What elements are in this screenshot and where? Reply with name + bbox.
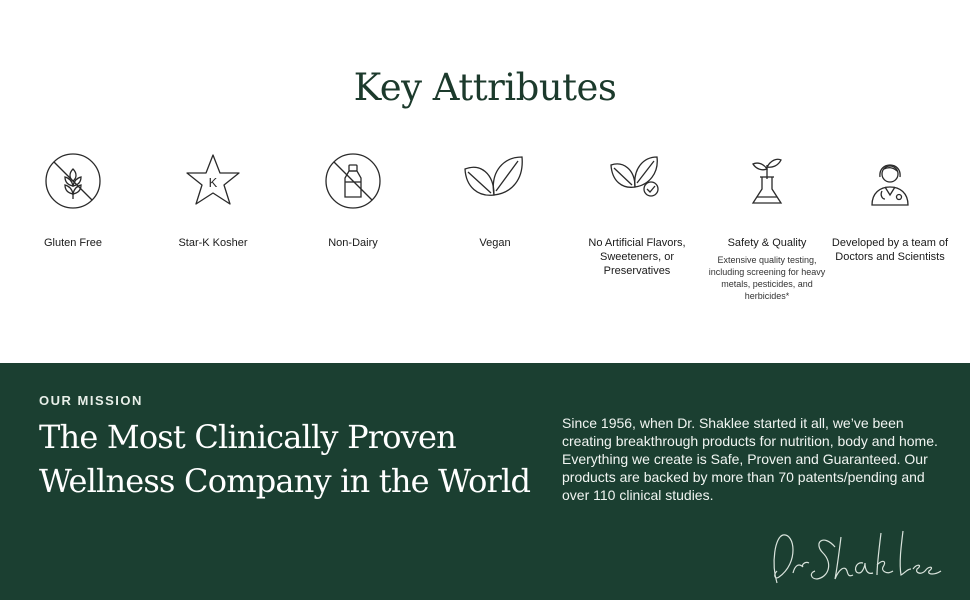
signature bbox=[765, 513, 945, 593]
gluten-free-icon bbox=[8, 150, 138, 212]
non-dairy-icon bbox=[288, 150, 418, 212]
attribute-no-artificial bbox=[572, 150, 702, 278]
attribute-label: No Artificial Flavors, Sweeteners, or Preservatives bbox=[588, 237, 686, 277]
vegan-leaves-icon bbox=[430, 150, 560, 212]
kosher-k-glyph: K bbox=[208, 175, 218, 190]
attribute-safety-quality bbox=[702, 150, 832, 302]
attribute-label: Vegan bbox=[479, 237, 511, 249]
mission-body: Since 1956, when Dr. Shaklee started it all, we’ve been creating breakthrough products for nutrition, body and home. Everything we create is Safe, Proven and Guaranteed. Our products are backed by more than 70 patents/pending and over 110 clinical studies. bbox=[562, 415, 938, 503]
attribute-non-dairy bbox=[288, 150, 418, 250]
attribute-star-k-kosher bbox=[148, 150, 278, 250]
attribute-gluten-free bbox=[8, 150, 138, 250]
mission-eyebrow: OUR MISSION bbox=[39, 393, 143, 408]
leaf-check-icon bbox=[572, 150, 702, 212]
attribute-label: Non-Dairy bbox=[328, 237, 378, 249]
section-title: Key Attributes bbox=[353, 66, 617, 109]
attribute-label: Safety & Quality bbox=[727, 237, 807, 249]
attribute-description: Extensive quality testing, including screening for heavy metals, pesticides, and herbicides* bbox=[708, 255, 826, 301]
attribute-doctors-scientists bbox=[825, 150, 955, 264]
attribute-label: Gluten Free bbox=[43, 237, 103, 249]
attribute-vegan bbox=[430, 150, 560, 250]
mission-section bbox=[0, 363, 970, 600]
star-k-kosher-icon bbox=[148, 150, 278, 212]
doctor-icon bbox=[825, 150, 955, 212]
mission-headline: The Most Clinically Proven Wellness Company in the World bbox=[39, 418, 531, 500]
flask-sprout-icon bbox=[702, 150, 832, 212]
attribute-label: Developed by a team of Doctors and Scientists bbox=[831, 237, 949, 263]
attribute-label: Star-K Kosher bbox=[178, 237, 248, 249]
